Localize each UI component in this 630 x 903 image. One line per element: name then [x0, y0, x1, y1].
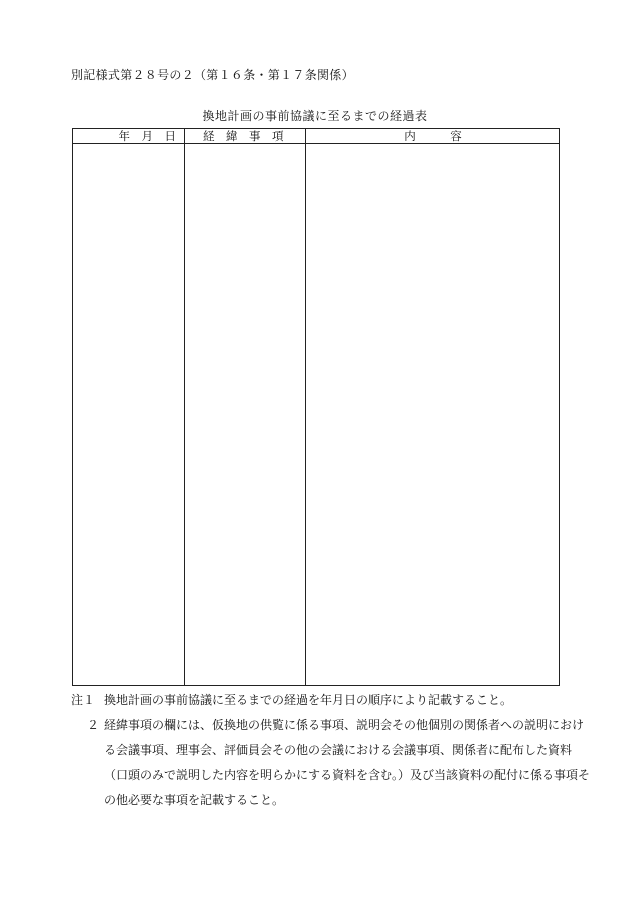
- notes-section: [71, 688, 591, 813]
- column-divider-date: [184, 129, 185, 685]
- header-date: 年 月 日: [118, 129, 176, 143]
- table-header-row: [73, 129, 559, 144]
- note-number: ２: [87, 718, 100, 732]
- document-title: 換地計画の事前協議に至るまでの経過表: [202, 109, 428, 123]
- note-text: 換地計画の事前協議に至るまでの経過を年月日の順序により記載すること。: [104, 693, 513, 707]
- note-item: [71, 713, 591, 813]
- note-item: [71, 688, 591, 713]
- note-number: 注１: [71, 693, 96, 707]
- record-table: [72, 128, 560, 686]
- header-matter: 経 緯 事 項: [203, 129, 284, 143]
- form-reference: 別記様式第２８号の２（第１６条・第１７条関係）: [71, 68, 354, 82]
- column-divider-matter: [305, 129, 306, 685]
- header-content: 内 容: [404, 129, 462, 143]
- note-text: 経緯事項の欄には、仮換地の供覧に係る事項、説明会その他個別の関係者への説明における会議事項、理事会、評価員会その他の会議における会議事項、関係者に配布した資料（口頭のみで説明した内容を明らかにする資料を含む。）及び当該資料の配付に係る事項その他必要な事項を記載すること。: [104, 718, 591, 807]
